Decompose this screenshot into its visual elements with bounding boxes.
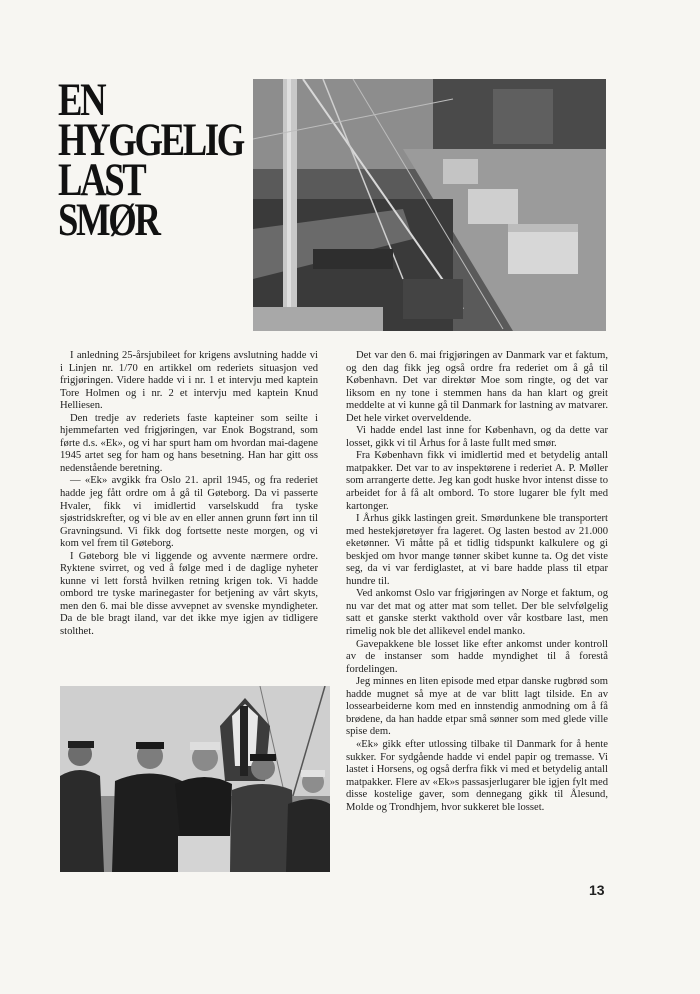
headline-line: SMØR [58,194,159,246]
article-paragraph: «Ek» gikk efter utlossing tilbake til Danmark for å hente sukker. For sydgående hadde vi endel papir og tremasse. Vi lastet i Horsens, og også derfra fikk vi med et betydelig antall matpakker. Flere av «Ek»s passasjerlugarer ble igjen fylt med disse kostelige gaver, som dennegang gikk til Ålesund, Molde og Trondhjem, hvor sukkeret ble losset. [346,738,608,813]
article-paragraph: Gavepakkene ble losset like efter ankomst under kontroll av de instanser som hadde myndighet til å forestå fordelingen. [346,638,608,675]
article-paragraph: I Gøteborg ble vi liggende og avvente nærmere ordre. Ryktene svirret, og ved å følge med i de daglige nyheter kunne vi lett forstå hvilken retning krigen tok. Vi hadde ombord tre tyske marinegaster for betjening av vårt skyts, men den 6. mai ble disse avvepnet av svenske myndigheter. Da de ble bragt iland, var det ikke mye igjen av tidligere stolthet. [60,550,318,638]
crew-group-photo [60,686,330,872]
headline-line: HYGGELIG [58,114,243,166]
headline-line: EN [58,74,105,126]
harbor-loading-photo [253,79,606,331]
article-paragraph: I anledning 25-årsjubileet for krigens avslutning hadde vi i Linjen nr. 1/70 en artikkel om rederiets situasjon ved frigjøringen. Videre hadde vi i nr. 1 et intervju med kaptein Tore Holmen og i nr. 2 et intervju med kaptein Knud Helliesen. [60,350,318,412]
page-number: 13 [589,882,605,898]
article-headline [58,74,243,246]
article-column-right [346,350,608,814]
article-paragraph: Den tredje av rederiets faste kapteiner som seilte i hjemmefarten ved frigjøringen, var Enok Bogstrand, som førte d.s. «Ek», og vi har spurt ham om hvordan mai-dagene 1945 artet seg for ham og hans besetning. Han har gitt oss nedenstående beretning. [60,412,318,474]
article-paragraph: Ved ankomst Oslo var frigjøringen av Norge et faktum, og nu var det mat og atter mat som tellet. Der ble selvfølgelig satt et ganske sterkt vakthold over vår kostbare last, men rimelig nok ble det allikevel endel manko. [346,588,608,638]
article-paragraph: Fra København fikk vi imidlertid med et betydelig antall matpakker. Det var to av inspektørene i rederiet A. P. Møller som arrangerte dette. Jeg kan godt huske hvor intenst disse to arbeidet for å få alt ombord. To store lugarer ble fylt med kartonger. [346,450,608,512]
article-paragraph: Det var den 6. mai frigjøringen av Danmark var et faktum, og den dag fikk jeg også ordre fra rederiet om å gå til København. Det var direktør Moe som ringte, og det var liksom en ny tone i stemmen hans da han klart og greit meddelte at vi kunne gå til Danmark for lastning av matvarer. Det hele virket overveldende. [346,350,608,424]
article-paragraph: Vi hadde endel last inne for København, og da dette var losset, gikk vi til Århus for å laste fullt med smør. [346,425,608,449]
headline-line: LAST [58,154,145,206]
article-paragraph: — «Ek» avgikk fra Oslo 21. april 1945, og fra rederiet hadde jeg fått ordre om å gå til Gøteborg. Da vi passerte Hvaler, fikk vi imidlertid varselskudd fra tyske sjøstridskrefter, og vi ble av en eller annen grunn ført inn til Gravningsund. Vi fikk dog fortsette neste morgen, og vi kom vel frem til Gøteborg. [60,475,318,550]
article-paragraph: Jeg minnes en liten episode med etpar danske rugbrød som hadde mugnet så mye at de var blitt lagt tilside. En av lossearbeiderne kom med en innstendig anmodning om å få brødene, da han hadde etpar små sønner som med glede ville spise dem. [346,676,608,738]
article-column-left [60,350,318,639]
article-paragraph: I Århus gikk lastingen greit. Smørdunkene ble transportert med hestekjøretøyer fra lageret. Og lasten bestod av 21.000 eketønner. Vi måtte på et tidlig tidspunkt kalkulere og gi beskjed om hvor mange tønner skibet kunne ta. Og det viste seg, da vi var ferdiglastet, at vi bare hadde plass til etpar hundre til. [346,513,608,587]
